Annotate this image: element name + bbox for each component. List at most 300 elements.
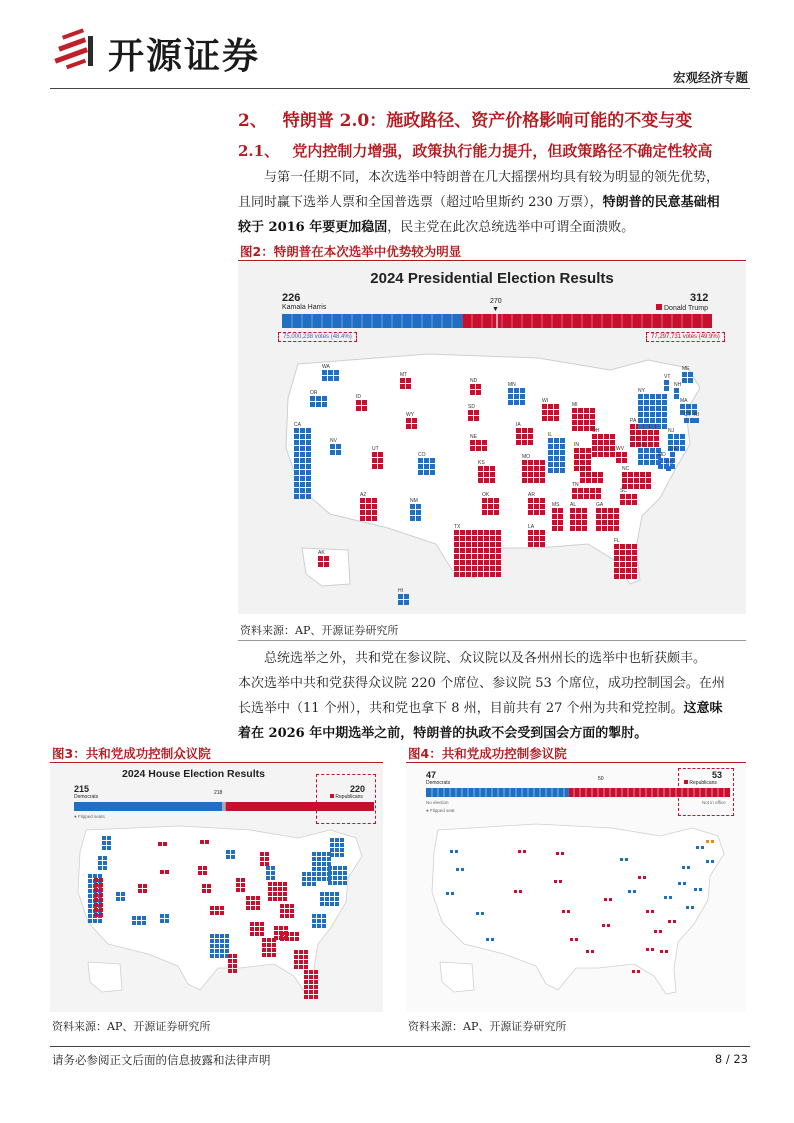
pres-ks-block (478, 472, 483, 477)
senate-seat-10b-block (575, 938, 578, 941)
house-district-2-block (93, 919, 97, 923)
state-label-mo: MO (522, 454, 531, 460)
pres-ga-block (614, 526, 619, 531)
pres-ok-block (482, 498, 487, 503)
pres-mn-block (514, 388, 519, 393)
rep-popular-votes: 77,297,731 votes (49.9%) (646, 332, 725, 342)
pres-ky-block (586, 472, 591, 477)
pres-oh-block (604, 440, 609, 445)
pres-tx-block (490, 554, 495, 559)
dem-electoral-count: 226 (282, 292, 301, 304)
pres-mn-block (508, 400, 513, 405)
house-district-2-block (88, 914, 92, 918)
pres-hi-block (398, 594, 403, 599)
pres-fl-block (620, 562, 625, 567)
house-district-27-block (322, 852, 326, 856)
house-district-25-block (309, 990, 313, 994)
house-district-27-block (322, 862, 326, 866)
house-district-3-block (99, 888, 103, 892)
pres-pa-block (648, 436, 653, 441)
house-district-27-block (322, 877, 326, 881)
state-label-tx: TX (454, 524, 461, 530)
pres-fl-block (626, 568, 631, 573)
pres-nc-block (628, 478, 633, 483)
pres-ny-block (662, 400, 667, 405)
pres-tx-block (466, 530, 471, 535)
state-label-in: IN (574, 442, 579, 448)
pres-me-block (682, 372, 687, 377)
house-district-29-block (343, 866, 347, 870)
state-label-ms: MS (552, 502, 560, 508)
house-district-13-block (210, 906, 214, 910)
senate-seat-23-block (696, 846, 699, 849)
pres-oh-block (592, 446, 597, 451)
pres-or-block (316, 396, 321, 401)
rep-candidate-label: Donald Trump (664, 305, 708, 312)
pres-mn-block (514, 400, 519, 405)
house-district-31-block (312, 919, 316, 923)
pres-ga-block (602, 520, 607, 525)
pres-ia-block (516, 434, 521, 439)
pres-tx-block (478, 536, 483, 541)
state-label-ks: KS (478, 460, 485, 466)
pres-md-block (658, 458, 663, 463)
pres-ca-block (300, 464, 305, 469)
house-district-13-block (220, 911, 224, 915)
state-label-wi: WI (542, 398, 549, 404)
pres-ar-block (540, 510, 545, 515)
pres-ar-block (540, 498, 545, 503)
pres-or-block (310, 402, 315, 407)
pres-hi-block (404, 600, 409, 605)
pres-wi-block (542, 404, 547, 409)
state-label-dc: DC (666, 460, 674, 466)
state-label-sd: SD (468, 404, 475, 410)
house-dem-label: Democrats (74, 794, 99, 800)
header-rule (50, 88, 750, 89)
senate-seat-18b-block (659, 930, 662, 933)
house-district-21-block (271, 866, 275, 870)
pres-tx-block (460, 566, 465, 571)
para2-text: 长选举中（11 个州），共和党也拿下 8 州，目前共有 27 个州为共和党控制。 (238, 701, 684, 716)
pres-tx-block (454, 530, 459, 535)
house-district-29-block (328, 881, 332, 885)
house-district-25-block (304, 980, 308, 984)
pres-ks-block (490, 466, 495, 471)
pres-ca-block (306, 476, 311, 481)
pres-wy-block (406, 424, 411, 429)
house-district-9-block (160, 919, 164, 923)
house-district-18-block (251, 896, 255, 900)
house-district-31-block (312, 924, 316, 928)
pres-ok-block (488, 498, 493, 503)
pres-tx-block (454, 536, 459, 541)
fig4-source: 资料来源：AP、开源证券研究所 (408, 1020, 567, 1033)
presidential-results-figure (238, 262, 746, 614)
senate-bar (426, 788, 730, 797)
pres-tx-block (490, 572, 495, 577)
house-district-3-block (99, 878, 103, 882)
house-district-33-block (262, 943, 266, 947)
pres-ky-block (598, 478, 603, 483)
pres-ny-block (638, 412, 643, 417)
para2-emphasis: 这意味 (683, 701, 723, 716)
para1-line-2 (238, 190, 746, 215)
pres-ny-block (638, 424, 643, 429)
house-district-25-block (304, 970, 308, 974)
house-district-15-block (228, 954, 232, 958)
state-label-sc: SC (620, 488, 627, 494)
pres-tn-block (596, 494, 601, 499)
pres-fl-block (614, 568, 619, 573)
pres-mt-block (406, 384, 411, 389)
pres-va-block (638, 454, 643, 459)
senate-seat-3b-block (481, 912, 484, 915)
pres-ia-block (528, 428, 533, 433)
pres-sc-block (626, 500, 631, 505)
state-label-ok: OK (482, 492, 490, 498)
house-district-4-block (116, 897, 120, 901)
house-district-28-block (335, 843, 339, 847)
pres-ia-block (522, 440, 527, 445)
fig2-caption-rule (238, 260, 746, 261)
pres-mo-block (528, 472, 533, 477)
pres-ne-block (482, 446, 487, 451)
pres-ok-block (482, 510, 487, 515)
pres-ny-block (644, 418, 649, 423)
pres-tx-block (490, 560, 495, 565)
pres-il-block (554, 438, 559, 443)
pres-ga-block (614, 520, 619, 525)
senate-seat-10-block (570, 938, 573, 941)
pres-tx-block (466, 572, 471, 577)
house-district-30-block (325, 897, 329, 901)
state-label-ga: GA (596, 502, 604, 508)
pres-tn-block (584, 488, 589, 493)
house-rep-label (330, 794, 363, 800)
pres-co-block (418, 458, 423, 463)
senate-seat-6b-block (523, 850, 526, 853)
senate-rep-swatch (684, 780, 688, 784)
house-district-18-block (256, 901, 260, 905)
house-rep-swatch (330, 794, 334, 798)
pres-il-block (554, 456, 559, 461)
pres-tx-block (490, 536, 495, 541)
house-district-13-block (215, 906, 219, 910)
pres-ca-block (294, 476, 299, 481)
house-district-33-block (262, 948, 266, 952)
pres-nj-block (674, 434, 679, 439)
senate-seat-24-block (706, 840, 709, 843)
senate-seat-8-block (554, 880, 557, 883)
pres-ak-block (318, 562, 323, 567)
pres-oh-block (604, 434, 609, 439)
house-district-26-block (302, 882, 306, 886)
state-label-mn: MN (508, 382, 516, 388)
house-district-18-block (251, 901, 255, 905)
pres-nc-block (646, 484, 651, 489)
pres-hi-block (398, 600, 403, 605)
pres-ny-block (638, 406, 643, 411)
state-label-wy: WY (406, 412, 415, 418)
house-district-34-block (279, 931, 283, 935)
pres-mo-block (534, 460, 539, 465)
rep-candidate-name (656, 304, 708, 312)
pres-ny-block (662, 418, 667, 423)
house-district-3-block (99, 913, 103, 917)
house-district-3-block (94, 883, 98, 887)
pres-in-block (574, 466, 579, 471)
pres-pa-block (642, 430, 647, 435)
house-district-27-block (322, 867, 326, 871)
pres-ny-block (656, 412, 661, 417)
house-district-29-block (333, 866, 337, 870)
senate-seat-4b-block (491, 938, 494, 941)
house-district-21-block (266, 866, 270, 870)
pres-sc-block (632, 500, 637, 505)
house-district-11-block (203, 866, 207, 870)
pres-az-block (360, 498, 365, 503)
pres-vt-block (664, 386, 669, 391)
senate-seat-1-block (456, 868, 459, 871)
pres-az-block (360, 516, 365, 521)
pres-fl-block (620, 556, 625, 561)
house-district-33-block (267, 953, 271, 957)
senate-seat-9-block (562, 910, 565, 913)
senate-seat-27b-block (651, 948, 654, 951)
house-district-22-block (280, 904, 284, 908)
pres-fl-block (620, 544, 625, 549)
pres-oh-block (598, 452, 603, 457)
rep-legend-swatch (656, 304, 662, 310)
state-label-ct: CT (684, 412, 691, 418)
pres-mi-block (590, 420, 595, 425)
pres-tx-block (454, 572, 459, 577)
house-district-34-block (274, 926, 278, 930)
house-dem-bar (74, 802, 222, 811)
pres-mo-block (540, 466, 545, 471)
house-district-5-block (158, 842, 162, 846)
house-district-14-block (210, 944, 214, 948)
section-number: 2、 (238, 111, 267, 131)
house-district-31-block (312, 914, 316, 918)
pres-tx-block (466, 542, 471, 547)
pres-sd-block (468, 416, 473, 421)
house-district-3-block (94, 888, 98, 892)
pres-az-block (372, 510, 377, 515)
house-district-32-block (250, 932, 254, 936)
house-district-0-block (102, 846, 106, 850)
senate-seat-30-block (706, 860, 709, 863)
pres-ar-block (540, 504, 545, 509)
page-number: 8 / 23 (714, 1052, 748, 1066)
pres-mt-block (406, 378, 411, 383)
pres-co-block (430, 458, 435, 463)
senate-seat-13b-block (609, 898, 612, 901)
house-district-27-block (327, 857, 331, 861)
pres-ks-block (490, 472, 495, 477)
house-district-25-block (309, 985, 313, 989)
house-district-27-block (317, 867, 321, 871)
pres-al-block (582, 526, 587, 531)
senate-seat-24b-block (711, 840, 714, 843)
pres-ca-block (306, 440, 311, 445)
pres-pa-block (654, 436, 659, 441)
pres-il-block (560, 444, 565, 449)
senate-seat-19b-block (669, 896, 672, 899)
senate-seat-13-block (604, 898, 607, 901)
house-district-23-block (290, 937, 294, 941)
pres-ny-block (662, 412, 667, 417)
pres-nc-block (634, 472, 639, 477)
pres-ca-block (294, 434, 299, 439)
house-district-7-block (138, 889, 142, 893)
pres-in-block (580, 460, 585, 465)
house-district-30-block (325, 902, 329, 906)
pres-tx-block (496, 542, 501, 547)
pres-wi-block (548, 416, 553, 421)
pres-ct-block (690, 418, 695, 423)
pres-ny-block (656, 418, 661, 423)
pres-ga-block (596, 508, 601, 513)
house-district-22-block (290, 904, 294, 908)
house-district-24-block (299, 950, 303, 954)
senate-seat-28b-block (637, 970, 640, 973)
pres-ca-block (300, 476, 305, 481)
pres-nh-block (674, 394, 679, 399)
pres-tx-block (484, 554, 489, 559)
house-district-14-block (210, 939, 214, 943)
senate-seat-30b-block (711, 860, 714, 863)
pres-ca-block (294, 470, 299, 475)
house-district-21-block (266, 871, 270, 875)
pres-oh-block (610, 440, 615, 445)
senate-seat-19-block (664, 896, 667, 899)
pres-tx-block (466, 566, 471, 571)
pres-mi-block (584, 414, 589, 419)
house-district-27-block (322, 872, 326, 876)
house-district-20-block (273, 882, 277, 886)
pres-co-block (418, 464, 423, 469)
pres-id-block (362, 400, 367, 405)
pres-la-block (540, 530, 545, 535)
house-district-29-block (338, 881, 342, 885)
state-label-hi: HI (398, 588, 403, 594)
pres-mt-block (400, 384, 405, 389)
pres-me-block (688, 372, 693, 377)
pres-ca-block (294, 494, 299, 499)
footer-disclaimer: 请务必参阅正文后面的信息披露和法律声明 (52, 1053, 271, 1067)
pres-il-block (548, 462, 553, 467)
state-label-md: MD (658, 452, 666, 458)
senate-seat-22-block (678, 882, 681, 885)
house-district-31-block (317, 919, 321, 923)
house-district-28-block (335, 853, 339, 857)
pres-tn-block (572, 488, 577, 493)
senate-seat-28-block (632, 970, 635, 973)
pres-ga-block (608, 508, 613, 513)
house-district-28-block (340, 853, 344, 857)
pres-de-block (670, 452, 675, 457)
house-district-24-block (294, 950, 298, 954)
senate-seat-2-block (446, 892, 449, 895)
pres-nj-block (668, 440, 673, 445)
pres-mn-block (520, 400, 525, 405)
state-label-nc: NC (622, 466, 630, 472)
pres-in-block (574, 448, 579, 453)
pres-pa-block (630, 424, 635, 429)
pres-az-block (360, 504, 365, 509)
pres-oh-block (610, 452, 615, 457)
pres-pa-block (648, 430, 653, 435)
house-district-27-block (317, 877, 321, 881)
pres-ky-block (580, 472, 585, 477)
house-district-6-block (165, 870, 169, 874)
house-district-1-block (103, 856, 107, 860)
pres-ga-block (614, 514, 619, 519)
state-label-nh: NH (674, 382, 682, 388)
pres-ga-block (608, 526, 613, 531)
house-district-14-block (215, 934, 219, 938)
fig2-source-rule (238, 640, 746, 641)
pres-ak-block (324, 556, 329, 561)
house-district-15-block (233, 964, 237, 968)
pres-ut-block (378, 458, 383, 463)
house-district-34-block (279, 936, 283, 940)
pres-ia-block (516, 428, 521, 433)
state-label-mi: MI (572, 402, 578, 408)
house-district-30-block (320, 902, 324, 906)
house-district-3-block (99, 903, 103, 907)
pres-il-block (560, 462, 565, 467)
pres-il-block (560, 450, 565, 455)
pres-tx-block (466, 560, 471, 565)
house-district-8-block (137, 916, 141, 920)
para2-line-4 (238, 721, 746, 746)
house-district-27-block (317, 862, 321, 866)
house-district-23-block (295, 937, 299, 941)
pres-fl-block (626, 544, 631, 549)
pres-al-block (576, 514, 581, 519)
para1-line-3 (238, 215, 746, 240)
pres-oh-block (592, 434, 597, 439)
pres-ca-block (306, 428, 311, 433)
pres-fl-block (626, 556, 631, 561)
pres-nc-block (640, 478, 645, 483)
state-label-oh: OH (592, 428, 600, 434)
pres-ca-block (306, 488, 311, 493)
pres-ca-block (294, 482, 299, 487)
house-district-26-block (307, 872, 311, 876)
house-district-14-block (215, 944, 219, 948)
rep-electoral-count: 312 (690, 292, 709, 304)
pres-ks-block (478, 478, 483, 483)
pres-oh-block (598, 434, 603, 439)
pres-ms-block (558, 508, 563, 513)
house-district-33-block (262, 938, 266, 942)
para2-line-1: 总统选举之外，共和党在参议院、众议院以及各州州长的选举中也斩获颇丰。 (264, 651, 707, 666)
pres-nj-block (680, 434, 685, 439)
pres-il-block (554, 462, 559, 467)
pres-tx-block (490, 542, 495, 547)
pres-il-block (548, 456, 553, 461)
house-district-7-block (138, 884, 142, 888)
house-district-14-block (225, 944, 229, 948)
pres-al-block (582, 520, 587, 525)
pres-nh-block (674, 388, 679, 393)
house-district-19-block (260, 862, 264, 866)
house-district-18-block (246, 901, 250, 905)
